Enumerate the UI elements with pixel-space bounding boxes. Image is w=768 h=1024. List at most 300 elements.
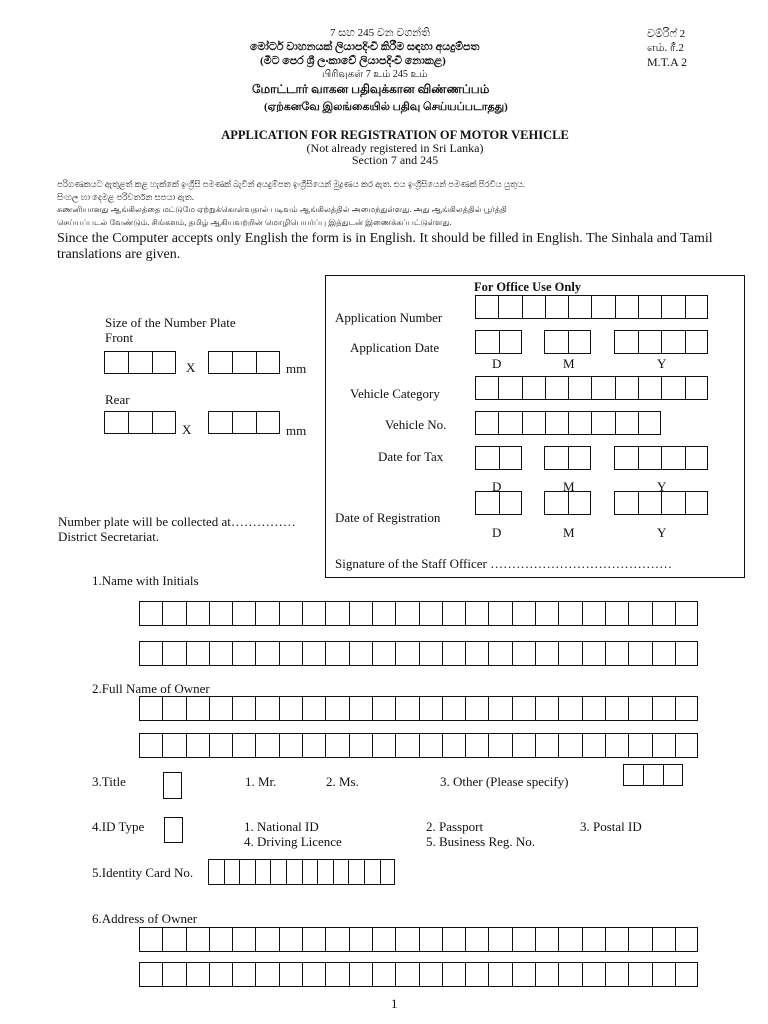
character-box[interactable] xyxy=(286,859,302,885)
character-box[interactable] xyxy=(255,859,271,885)
character-box[interactable] xyxy=(419,641,442,666)
character-box[interactable] xyxy=(162,641,185,666)
character-box[interactable] xyxy=(638,376,661,400)
character-box[interactable] xyxy=(465,641,488,666)
character-box[interactable] xyxy=(128,411,152,434)
character-box[interactable] xyxy=(442,696,465,721)
character-box[interactable] xyxy=(605,927,628,952)
character-box[interactable] xyxy=(152,351,176,374)
character-box[interactable] xyxy=(302,859,318,885)
character-box[interactable] xyxy=(652,733,675,758)
character-box[interactable] xyxy=(395,733,418,758)
character-box[interactable] xyxy=(623,764,643,786)
tamil-section: பிரிவுகள் 7 உம் 245 உம் xyxy=(322,69,428,80)
character-box[interactable] xyxy=(605,962,628,987)
character-box[interactable] xyxy=(628,641,651,666)
character-box[interactable] xyxy=(279,641,302,666)
instruction-sinhala-1: පරිගණකයට ඇතුළත් කළ හැක්කේ ඉංග්‍රීසි පමණක් බැවින් අයදුම්පත ඉංග්‍රීසියෙන් මුද්‍රණය කර ඇත. එය ඉංග්‍රීසියෙන් පමණක් පිරවිය යුතුය. xyxy=(57,179,526,189)
character-box[interactable] xyxy=(209,641,232,666)
character-box[interactable] xyxy=(475,491,499,515)
registration-date-d: D xyxy=(492,525,502,540)
tax-date-month[interactable] xyxy=(544,446,591,470)
character-box[interactable] xyxy=(591,411,614,435)
character-box[interactable] xyxy=(209,962,232,987)
character-box[interactable] xyxy=(208,859,224,885)
character-box[interactable] xyxy=(186,696,209,721)
character-box[interactable] xyxy=(488,696,511,721)
character-box[interactable] xyxy=(256,351,280,374)
front-label: Front xyxy=(105,330,134,345)
id-option-business: 5. Business Reg. No. xyxy=(426,834,536,849)
character-box[interactable] xyxy=(568,446,592,470)
character-box[interactable] xyxy=(419,962,442,987)
character-box[interactable] xyxy=(685,330,709,354)
character-box[interactable] xyxy=(512,927,535,952)
registration-date-year[interactable] xyxy=(614,491,708,515)
character-box[interactable] xyxy=(615,376,638,400)
staff-signature-line: Signature of the Staff Officer …………………………………… xyxy=(335,556,673,571)
character-box[interactable] xyxy=(685,446,709,470)
character-box[interactable] xyxy=(317,859,333,885)
character-box[interactable] xyxy=(395,962,418,987)
character-box[interactable] xyxy=(208,351,232,374)
character-box[interactable] xyxy=(652,601,675,626)
character-box[interactable] xyxy=(661,376,684,400)
character-box[interactable] xyxy=(255,696,278,721)
character-box[interactable] xyxy=(209,601,232,626)
character-box[interactable] xyxy=(558,601,581,626)
front-width-boxes[interactable] xyxy=(104,351,176,374)
character-box[interactable] xyxy=(349,733,372,758)
character-box[interactable] xyxy=(643,764,663,786)
character-box[interactable] xyxy=(348,859,364,885)
tax-date-year[interactable] xyxy=(614,446,708,470)
character-box[interactable] xyxy=(661,491,685,515)
application-date-y: Y xyxy=(657,356,667,371)
character-box[interactable] xyxy=(614,446,638,470)
tax-date-d: D xyxy=(492,479,502,494)
character-box[interactable] xyxy=(255,641,278,666)
id-type-label: 4.ID Type xyxy=(92,819,145,834)
character-box[interactable] xyxy=(568,376,591,400)
identity-card-label: 5.Identity Card No. xyxy=(92,865,194,880)
character-box[interactable] xyxy=(349,962,372,987)
application-date-month[interactable] xyxy=(544,330,591,354)
character-box[interactable] xyxy=(232,733,255,758)
character-box[interactable] xyxy=(661,330,685,354)
name-initials-label: 1.Name with Initials xyxy=(92,573,199,588)
character-box[interactable] xyxy=(279,927,302,952)
character-box[interactable] xyxy=(535,601,558,626)
character-box[interactable] xyxy=(488,962,511,987)
plate-collected-line1: Number plate will be collected at…………… xyxy=(58,514,296,529)
character-box[interactable] xyxy=(685,376,708,400)
character-box[interactable] xyxy=(661,446,685,470)
character-box[interactable] xyxy=(535,696,558,721)
registration-date-day[interactable] xyxy=(475,491,522,515)
character-box[interactable] xyxy=(685,295,708,319)
plate-collected-line2: District Secretariat. xyxy=(58,529,160,544)
character-box[interactable] xyxy=(419,601,442,626)
character-box[interactable] xyxy=(522,376,545,400)
full-name-label: 2.Full Name of Owner xyxy=(92,681,210,696)
english-subtitle: (Not already registered in Sri Lanka) xyxy=(306,141,484,155)
character-box[interactable] xyxy=(568,491,592,515)
address-row1[interactable] xyxy=(139,927,698,952)
character-box[interactable] xyxy=(255,601,278,626)
character-box[interactable] xyxy=(256,411,280,434)
character-box[interactable] xyxy=(395,601,418,626)
sinhala-subtitle: (මීට පෙර ශ්‍රී ලංකාවේ ලියාපදිංචි නොකළ) xyxy=(260,55,446,67)
character-box[interactable] xyxy=(522,295,545,319)
character-box[interactable] xyxy=(333,859,349,885)
sinhala-title: මෝටර් වාහනයක් ලියාපදිංචි කිරීම සඳහා අයදුම්පත xyxy=(250,41,480,53)
character-box[interactable] xyxy=(558,962,581,987)
character-box[interactable] xyxy=(232,962,255,987)
character-box[interactable] xyxy=(488,927,511,952)
form-code-english: M.T.A 2 xyxy=(647,55,688,69)
instruction-tamil-1: கணனியானது ஆங்கிலத்தை மட்டுமே ஏற்றுக்கொள்வதால் படிவம் ஆங்கிலத்தில் அமைந்துள்ளது. அது ஆங்கிலத்தில் பூர்த்தி xyxy=(57,205,507,214)
character-box[interactable] xyxy=(442,641,465,666)
character-box[interactable] xyxy=(582,641,605,666)
character-box[interactable] xyxy=(186,601,209,626)
character-box[interactable] xyxy=(544,446,568,470)
character-box[interactable] xyxy=(628,601,651,626)
character-box[interactable] xyxy=(152,411,176,434)
character-box[interactable] xyxy=(675,733,698,758)
character-box[interactable] xyxy=(475,411,498,435)
character-box[interactable] xyxy=(255,927,278,952)
character-box[interactable] xyxy=(558,733,581,758)
character-box[interactable] xyxy=(139,962,162,987)
vehicle-category-label: Vehicle Category xyxy=(350,386,440,401)
character-box[interactable] xyxy=(628,696,651,721)
character-box[interactable] xyxy=(558,641,581,666)
character-box[interactable] xyxy=(372,641,395,666)
character-box[interactable] xyxy=(475,330,499,354)
application-number-boxes[interactable] xyxy=(475,295,708,319)
character-box[interactable] xyxy=(652,962,675,987)
character-box[interactable] xyxy=(582,962,605,987)
character-box[interactable] xyxy=(232,601,255,626)
character-box[interactable] xyxy=(302,696,325,721)
character-box[interactable] xyxy=(535,733,558,758)
application-number-label: Application Number xyxy=(335,310,443,325)
character-box[interactable] xyxy=(279,601,302,626)
id-option-passport: 2. Passport xyxy=(426,819,484,834)
character-box[interactable] xyxy=(475,446,499,470)
character-box[interactable] xyxy=(186,962,209,987)
character-box[interactable] xyxy=(582,927,605,952)
character-box[interactable] xyxy=(209,927,232,952)
registration-date-m: M xyxy=(563,525,575,540)
instruction-sinhala-2: සිංහල හා දෙමළ පරිවර්තන සපයා ඇත. xyxy=(57,192,194,202)
character-box[interactable] xyxy=(419,733,442,758)
character-box[interactable] xyxy=(372,601,395,626)
character-box[interactable] xyxy=(652,696,675,721)
character-box[interactable] xyxy=(186,641,209,666)
character-box[interactable] xyxy=(302,641,325,666)
character-box[interactable] xyxy=(638,330,662,354)
character-box[interactable] xyxy=(349,696,372,721)
character-box[interactable] xyxy=(488,641,511,666)
character-box[interactable] xyxy=(139,927,162,952)
character-box[interactable] xyxy=(614,491,638,515)
character-box[interactable] xyxy=(488,733,511,758)
character-box[interactable] xyxy=(605,641,628,666)
rear-width-boxes[interactable] xyxy=(104,411,176,434)
character-box[interactable] xyxy=(512,601,535,626)
character-box[interactable] xyxy=(545,411,568,435)
character-box[interactable] xyxy=(512,962,535,987)
character-box[interactable] xyxy=(270,859,286,885)
character-box[interactable] xyxy=(475,295,498,319)
id-type-code-box[interactable] xyxy=(164,817,183,843)
character-box[interactable] xyxy=(302,962,325,987)
character-box[interactable] xyxy=(535,962,558,987)
character-box[interactable] xyxy=(255,733,278,758)
character-box[interactable] xyxy=(162,962,185,987)
character-box[interactable] xyxy=(582,696,605,721)
character-box[interactable] xyxy=(558,696,581,721)
character-box[interactable] xyxy=(104,351,128,374)
character-box[interactable] xyxy=(325,927,348,952)
character-box[interactable] xyxy=(568,411,591,435)
character-box[interactable] xyxy=(162,733,185,758)
address-label: 6.Address of Owner xyxy=(92,911,198,926)
character-box[interactable] xyxy=(638,446,662,470)
character-box[interactable] xyxy=(364,859,380,885)
character-box[interactable] xyxy=(232,927,255,952)
character-box[interactable] xyxy=(302,601,325,626)
character-box[interactable] xyxy=(186,927,209,952)
character-box[interactable] xyxy=(475,376,498,400)
character-box[interactable] xyxy=(465,733,488,758)
character-box[interactable] xyxy=(512,696,535,721)
character-box[interactable] xyxy=(128,351,152,374)
character-box[interactable] xyxy=(239,859,255,885)
character-box[interactable] xyxy=(139,601,162,626)
character-box[interactable] xyxy=(568,295,591,319)
character-box[interactable] xyxy=(628,927,651,952)
tax-date-m: M xyxy=(563,479,575,494)
character-box[interactable] xyxy=(325,733,348,758)
character-box[interactable] xyxy=(325,601,348,626)
character-box[interactable] xyxy=(675,641,698,666)
date-for-tax-label: Date for Tax xyxy=(378,449,444,464)
vehicle-category-boxes[interactable] xyxy=(475,376,708,400)
title-code-box[interactable] xyxy=(163,772,182,799)
full-name-row2[interactable] xyxy=(139,733,698,758)
address-row2[interactable] xyxy=(139,962,698,987)
identity-card-boxes[interactable] xyxy=(208,859,395,885)
character-box[interactable] xyxy=(498,376,521,400)
character-box[interactable] xyxy=(638,411,661,435)
character-box[interactable] xyxy=(535,641,558,666)
character-box[interactable] xyxy=(372,696,395,721)
character-box[interactable] xyxy=(372,962,395,987)
character-box[interactable] xyxy=(582,733,605,758)
character-box[interactable] xyxy=(442,927,465,952)
character-box[interactable] xyxy=(605,696,628,721)
application-date-label: Application Date xyxy=(350,340,440,355)
character-box[interactable] xyxy=(232,411,256,434)
character-box[interactable] xyxy=(544,330,568,354)
character-box[interactable] xyxy=(628,733,651,758)
character-box[interactable] xyxy=(545,295,568,319)
character-box[interactable] xyxy=(512,641,535,666)
tax-date-y: Y xyxy=(657,479,667,494)
character-box[interactable] xyxy=(139,733,162,758)
character-box[interactable] xyxy=(325,962,348,987)
character-box[interactable] xyxy=(279,696,302,721)
character-box[interactable] xyxy=(208,411,232,434)
character-box[interactable] xyxy=(279,962,302,987)
instruction-english-1: Since the Computer accepts only English the form is in English. It should be filled in English. The Sinhala and Tamil xyxy=(57,231,713,246)
registration-date-month[interactable] xyxy=(544,491,591,515)
rear-height-boxes[interactable] xyxy=(208,411,280,434)
front-unit: mm xyxy=(286,361,307,376)
character-box[interactable] xyxy=(162,696,185,721)
character-box[interactable] xyxy=(442,601,465,626)
title-option-ms: 2. Ms. xyxy=(326,774,359,789)
english-title: APPLICATION FOR REGISTRATION OF MOTOR VEHICLE xyxy=(221,128,569,142)
character-box[interactable] xyxy=(465,601,488,626)
character-box[interactable] xyxy=(255,962,278,987)
character-box[interactable] xyxy=(395,696,418,721)
character-box[interactable] xyxy=(638,295,661,319)
character-box[interactable] xyxy=(652,641,675,666)
character-box[interactable] xyxy=(675,927,698,952)
character-box[interactable] xyxy=(349,601,372,626)
character-box[interactable] xyxy=(544,491,568,515)
id-option-national: 1. National ID xyxy=(244,819,319,834)
character-box[interactable] xyxy=(349,641,372,666)
character-box[interactable] xyxy=(349,927,372,952)
character-box[interactable] xyxy=(675,696,698,721)
rear-label: Rear xyxy=(105,392,130,407)
character-box[interactable] xyxy=(605,733,628,758)
character-box[interactable] xyxy=(535,927,558,952)
form-code-sinhala: වම්රිෆ් 2 xyxy=(647,28,686,40)
character-box[interactable] xyxy=(380,859,396,885)
character-box[interactable] xyxy=(638,491,662,515)
application-date-year[interactable] xyxy=(614,330,708,354)
character-box[interactable] xyxy=(395,641,418,666)
character-box[interactable] xyxy=(591,376,614,400)
character-box[interactable] xyxy=(499,330,523,354)
character-box[interactable] xyxy=(661,295,684,319)
character-box[interactable] xyxy=(615,411,638,435)
character-box[interactable] xyxy=(488,601,511,626)
character-box[interactable] xyxy=(302,927,325,952)
front-height-boxes[interactable] xyxy=(208,351,280,374)
title-option-mr: 1. Mr. xyxy=(245,774,277,789)
character-box[interactable] xyxy=(568,330,592,354)
full-name-row1[interactable] xyxy=(139,696,698,721)
character-box[interactable] xyxy=(139,641,162,666)
character-box[interactable] xyxy=(685,491,709,515)
character-box[interactable] xyxy=(162,927,185,952)
name-initials-row1[interactable] xyxy=(139,601,698,626)
character-box[interactable] xyxy=(186,733,209,758)
character-box[interactable] xyxy=(419,696,442,721)
character-box[interactable] xyxy=(162,601,185,626)
id-option-driving: 4. Driving Licence xyxy=(244,834,342,849)
character-box[interactable] xyxy=(558,927,581,952)
character-box[interactable] xyxy=(652,927,675,952)
character-box[interactable] xyxy=(591,295,614,319)
character-box[interactable] xyxy=(224,859,240,885)
form-code-tamil: எம். ரீ.2 xyxy=(647,42,684,54)
character-box[interactable] xyxy=(104,411,128,434)
character-box[interactable] xyxy=(232,351,256,374)
character-box[interactable] xyxy=(465,962,488,987)
character-box[interactable] xyxy=(545,376,568,400)
character-box[interactable] xyxy=(465,927,488,952)
application-date-day[interactable] xyxy=(475,330,522,354)
character-box[interactable] xyxy=(663,764,683,786)
application-date-m: M xyxy=(563,356,575,371)
instruction-english-2: translations are given. xyxy=(57,247,181,262)
application-date-d: D xyxy=(492,356,502,371)
character-box[interactable] xyxy=(628,962,651,987)
character-box[interactable] xyxy=(419,927,442,952)
office-use-title: For Office Use Only xyxy=(474,280,582,294)
character-box[interactable] xyxy=(675,962,698,987)
rear-times: X xyxy=(182,422,192,437)
character-box[interactable] xyxy=(499,446,523,470)
character-box[interactable] xyxy=(232,641,255,666)
character-box[interactable] xyxy=(465,696,488,721)
character-box[interactable] xyxy=(372,927,395,952)
character-box[interactable] xyxy=(442,962,465,987)
character-box[interactable] xyxy=(209,733,232,758)
vehicle-no-boxes[interactable] xyxy=(475,411,661,435)
tax-date-day[interactable] xyxy=(475,446,522,470)
character-box[interactable] xyxy=(372,733,395,758)
title-option-other: 3. Other (Please specify) xyxy=(440,774,569,789)
rear-unit: mm xyxy=(286,423,307,438)
character-box[interactable] xyxy=(279,733,302,758)
date-of-registration-label: Date of Registration xyxy=(335,510,441,525)
character-box[interactable] xyxy=(139,696,162,721)
character-box[interactable] xyxy=(522,411,545,435)
character-box[interactable] xyxy=(675,601,698,626)
title-other-boxes[interactable] xyxy=(623,764,683,786)
sinhala-section: 7 සහ 245 වන වගන්ති xyxy=(330,27,431,39)
character-box[interactable] xyxy=(325,696,348,721)
character-box[interactable] xyxy=(499,491,523,515)
registration-date-y: Y xyxy=(657,525,667,540)
front-times: X xyxy=(186,360,196,375)
character-box[interactable] xyxy=(395,927,418,952)
character-box[interactable] xyxy=(498,411,521,435)
character-box[interactable] xyxy=(232,696,255,721)
character-box[interactable] xyxy=(582,601,605,626)
page-number: 1 xyxy=(391,996,398,1011)
name-initials-row2[interactable] xyxy=(139,641,698,666)
character-box[interactable] xyxy=(442,733,465,758)
character-box[interactable] xyxy=(209,696,232,721)
character-box[interactable] xyxy=(325,641,348,666)
character-box[interactable] xyxy=(614,330,638,354)
character-box[interactable] xyxy=(605,601,628,626)
character-box[interactable] xyxy=(498,295,521,319)
character-box[interactable] xyxy=(615,295,638,319)
character-box[interactable] xyxy=(512,733,535,758)
character-box[interactable] xyxy=(302,733,325,758)
